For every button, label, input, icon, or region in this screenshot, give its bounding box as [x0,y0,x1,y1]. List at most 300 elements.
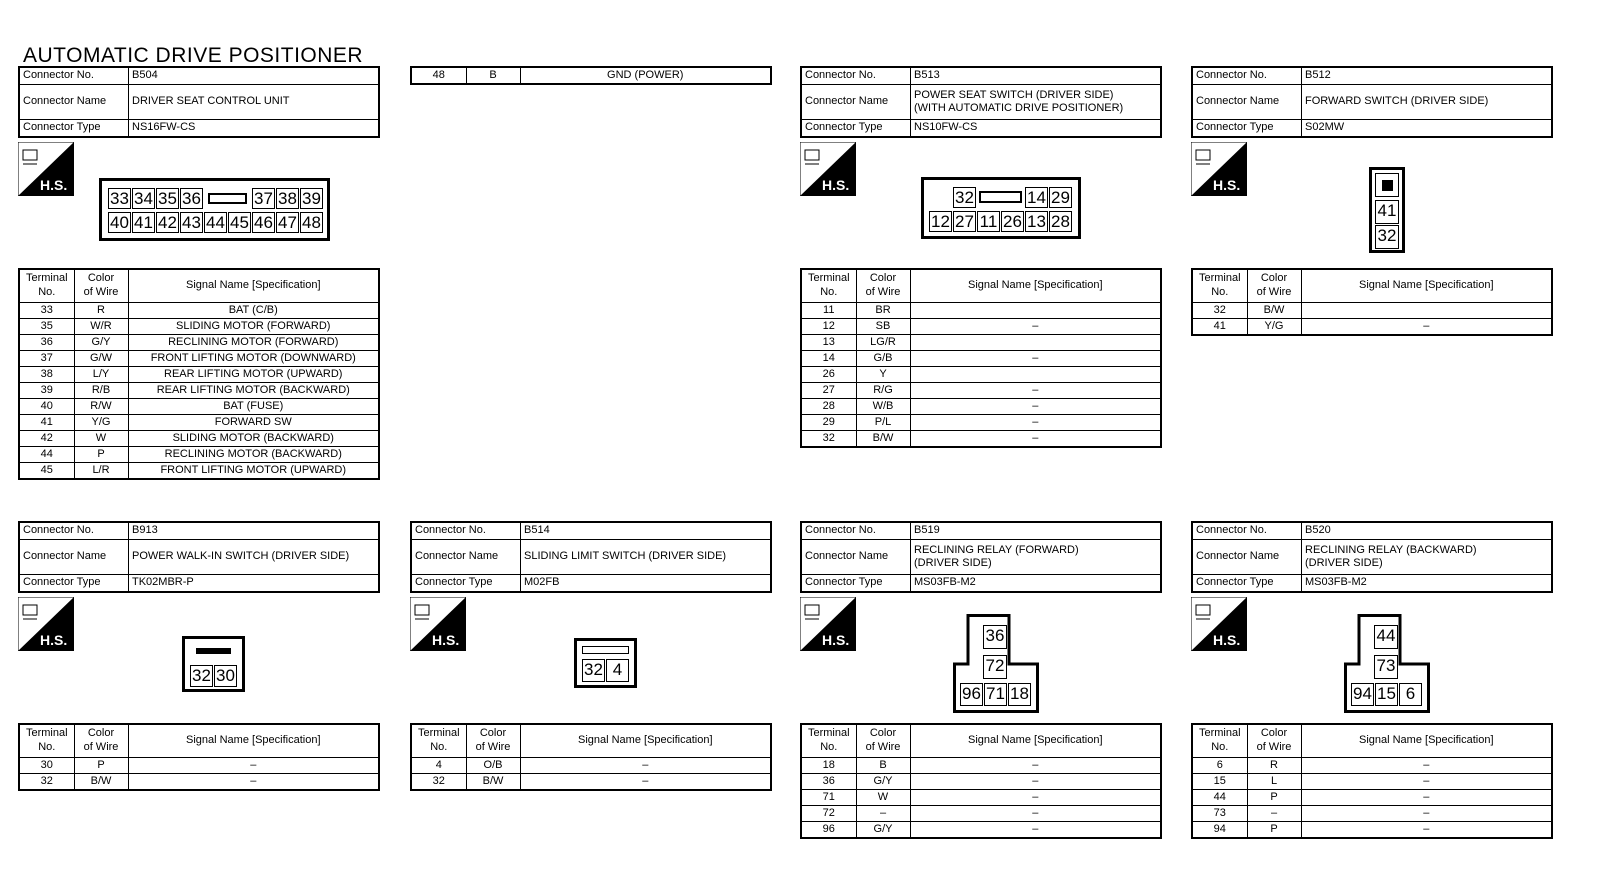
connector-b504-diagram [99,178,330,241]
table-cell-terminal: 4 [411,758,466,774]
col-color-label: Color [869,727,897,740]
table-row [1192,822,1552,839]
table-cell-color: L/R [74,463,128,480]
connector-b514-diagram [574,638,637,688]
table-cell-terminal: 12 [801,319,856,335]
connector-pin: 18 [1008,683,1031,706]
table-cell-terminal: 14 [801,351,856,367]
connector-latch [977,187,1024,208]
connector-name-value: SLIDING LIMIT SWITCH (DRIVER SIDE) [521,540,772,575]
connector-pin: 14 [1025,187,1048,208]
table-cell-color: G/Y [74,335,128,351]
connector-b913-header [18,521,380,593]
table-cell-signal [910,303,1161,319]
svg-text:H.S.: H.S. [822,632,850,648]
table-row [19,367,379,383]
col-terminal-label: Terminal [1198,272,1241,285]
col-color-label-2: of Wire [475,741,511,753]
table-cell-color: P [74,758,128,774]
table-row [411,774,771,791]
hs-icon [800,142,854,196]
col-color-label: Color [87,727,115,740]
label-connector-name: Connector Name [411,540,521,575]
hs-icon [1191,597,1245,651]
label-connector-name: Connector Name [801,85,911,120]
table-cell-signal [910,367,1161,383]
table-cell-terminal: 41 [19,415,74,431]
table-row [19,431,379,447]
label-connector-name: Connector Name [1192,540,1302,575]
label-connector-type: Connector Type [1192,575,1302,593]
table-cell-color: P [1247,790,1301,806]
col-color-label: Color [479,727,507,740]
connector-latch [196,648,231,654]
connector-b514-table [410,723,772,791]
table-cell-color: W [74,431,128,447]
col-color-label-2: of Wire [865,286,901,298]
table-cell-terminal: 40 [19,399,74,415]
table-cell-color: L [1247,774,1301,790]
connector-type-value: NS16FW-CS [129,120,380,138]
table-row [801,383,1161,399]
table-row [801,351,1161,367]
table-cell-terminal: 72 [801,806,856,822]
connector-pin: 4 [606,659,629,682]
table-cell-color: P [74,447,128,463]
table-cell-color: G/B [856,351,910,367]
connector-type-value: TK02MBR-P [129,575,380,593]
connector-pin: 36 [983,625,1007,649]
connector-pin: 32 [582,659,605,682]
connector-pin: 36 [180,188,203,209]
connector-pin: 26 [1001,211,1024,232]
col-signal-label: Signal Name [Specification] [910,724,1161,758]
connector-name-value: RECLINING RELAY (FORWARD) [914,543,1079,556]
table-cell-color: BR [856,303,910,319]
label-connector-type: Connector Type [801,575,911,593]
table-row [19,447,379,463]
connector-pin: 12 [929,211,952,232]
table-cell-color: – [856,806,910,822]
connector-pin: 39 [300,188,323,209]
col-terminal-label: Terminal [807,272,850,285]
table-cell-terminal: 36 [801,774,856,790]
label-connector-type: Connector Type [19,120,129,138]
connector-pin: 29 [1049,187,1072,208]
col-terminal-label: Terminal [417,727,460,740]
hs-icon [800,597,854,651]
table-row [19,463,379,480]
connector-pin: 30 [214,665,237,687]
table-cell-signal: FRONT LIFTING MOTOR (DOWNWARD) [128,351,379,367]
table-cell-terminal: 39 [19,383,74,399]
table-row [1192,806,1552,822]
connector-pin: 32 [1375,225,1399,249]
label-connector-name: Connector Name [19,540,129,575]
table-cell-terminal: 44 [19,447,74,463]
connector-type-value: NS10FW-CS [911,120,1162,138]
connector-b512-table [1191,268,1553,336]
hs-icon [18,142,72,196]
connector-b513-header [800,66,1162,138]
col-color-label: Color [1260,272,1288,285]
connector-pin: 48 [300,212,323,233]
col-color-label-2: of Wire [1256,741,1292,753]
table-cell-signal: – [910,383,1161,399]
table-row [19,758,379,774]
svg-text:H.S.: H.S. [40,632,68,648]
connector-no-value: B514 [521,522,772,540]
connector-pin: 6 [1399,683,1422,706]
label-connector-no: Connector No. [19,522,129,540]
connector-b520-diagram [1344,614,1430,713]
table-row [19,774,379,791]
table-cell-color: SB [856,319,910,335]
label-connector-no: Connector No. [1192,522,1302,540]
table-cell-terminal: 48 [411,67,466,84]
col-terminal-label-2: No. [38,286,56,298]
table-cell-terminal: 45 [19,463,74,480]
table-cell-terminal: 33 [19,303,74,319]
table-cell-terminal: 32 [1192,303,1247,319]
table-cell-terminal: 32 [411,774,466,791]
table-cell-terminal: 15 [1192,774,1247,790]
table-row [19,303,379,319]
connector-b913-diagram [182,636,245,692]
page-title: AUTOMATIC DRIVE POSITIONER [23,44,364,67]
connector-b913-table [18,723,380,791]
table-cell-color: R [74,303,128,319]
connector-name-value: RECLINING RELAY (BACKWARD) [1305,543,1477,556]
connector-no-value: B520 [1302,522,1553,540]
table-cell-color: B [856,758,910,774]
connector-pin: 44 [1374,625,1398,649]
table-cell-terminal: 94 [1192,822,1247,839]
connector-no-value: B519 [911,522,1162,540]
col-terminal-label-2: No. [820,741,838,753]
table-cell-color: R/W [74,399,128,415]
table-cell-signal: SLIDING MOTOR (FORWARD) [128,319,379,335]
table-cell-terminal: 18 [801,758,856,774]
table-cell-signal: – [910,758,1161,774]
col-signal-label: Signal Name [Specification] [128,269,379,303]
connector-b504-table [18,268,380,480]
connector-pin: 46 [252,212,275,233]
table-cell-signal: – [128,774,379,791]
table-row [801,319,1161,335]
table-cell-signal: – [910,806,1161,822]
hs-icon [410,597,464,651]
label-connector-type: Connector Type [19,575,129,593]
col-signal-label: Signal Name [Specification] [1301,269,1552,303]
connector-b519-diagram [953,614,1039,713]
connector-latch [204,188,251,209]
table-cell-terminal: 11 [801,303,856,319]
table-cell-terminal: 27 [801,383,856,399]
table-cell-color: R/B [74,383,128,399]
col-signal-label: Signal Name [Specification] [520,724,771,758]
table-cell-signal: – [1301,806,1552,822]
table-row [1192,303,1552,319]
connector-no-value: B513 [911,67,1162,85]
label-connector-no: Connector No. [19,67,129,85]
label-connector-no: Connector No. [801,67,911,85]
table-row [1192,758,1552,774]
connector-name-value: DRIVER SEAT CONTROL UNIT [129,85,380,120]
table-cell-signal: – [910,351,1161,367]
table-cell-signal: – [520,774,771,791]
table-cell-terminal: 26 [801,367,856,383]
connector-pin: 35 [156,188,179,209]
col-terminal-label: Terminal [807,727,850,740]
svg-text:H.S.: H.S. [1213,177,1241,193]
connector-pin: 32 [190,665,213,687]
table-cell-terminal: 32 [801,431,856,448]
connector-name-value-2: (WITH AUTOMATIC DRIVE POSITIONER) [914,102,1124,114]
table-row [801,822,1161,839]
table-cell-signal: BAT (FUSE) [128,399,379,415]
connector-type-value: MS03FB-M2 [911,575,1162,593]
connector-b513-diagram [921,177,1081,239]
col-signal-label: Signal Name [Specification] [1301,724,1552,758]
table-cell-terminal: 96 [801,822,856,839]
table-cell-color: G/W [74,351,128,367]
connector-pin: 73 [1374,655,1398,679]
table-cell-color: L/Y [74,367,128,383]
table-cell-color: O/B [466,758,520,774]
svg-text:H.S.: H.S. [432,632,460,648]
table-cell-color: W/B [856,399,910,415]
col-color-label-2: of Wire [83,286,119,298]
table-cell-signal: – [910,399,1161,415]
col-terminal-label: Terminal [25,727,68,740]
connector-empty-slot [929,187,952,208]
label-connector-type: Connector Type [411,575,521,593]
col-color-label-2: of Wire [865,741,901,753]
table-row [19,335,379,351]
table-row [801,806,1161,822]
table-cell-terminal: 41 [1192,319,1247,336]
table-row [1192,774,1552,790]
table-cell-signal: FORWARD SW [128,415,379,431]
col-terminal-label: Terminal [1198,727,1241,740]
table-cell-signal: RECLINING MOTOR (BACKWARD) [128,447,379,463]
connector-no-value: B504 [129,67,380,85]
table-row [801,415,1161,431]
label-connector-no: Connector No. [801,522,911,540]
table-cell-color: LG/R [856,335,910,351]
hs-icon [18,597,72,651]
table-row [19,319,379,335]
connector-type-value: S02MW [1302,120,1553,138]
table-cell-color: Y [856,367,910,383]
table-cell-terminal: 30 [19,758,74,774]
connector-pin: 96 [960,683,983,706]
connector-pin: 38 [276,188,299,209]
col-signal-label: Signal Name [Specification] [910,269,1161,303]
table-cell-terminal: 37 [19,351,74,367]
connector-type-value: M02FB [521,575,772,593]
table-row [801,790,1161,806]
table-cell-signal: – [1301,790,1552,806]
table-cell-color: W/R [74,319,128,335]
connector-latch [1375,173,1399,197]
label-connector-type: Connector Type [801,120,911,138]
connector-pin: 40 [108,212,131,233]
label-connector-name: Connector Name [801,540,911,575]
table-cell-color: Y/G [1247,319,1301,336]
table-row [19,399,379,415]
connector-b504-header [18,66,380,138]
table-cell-signal: – [128,758,379,774]
col-color-label: Color [1260,727,1288,740]
table-cell-terminal: 32 [19,774,74,791]
table-cell-color: B/W [1247,303,1301,319]
table-row [801,367,1161,383]
col-signal-label: Signal Name [Specification] [128,724,379,758]
table-cell-color: W [856,790,910,806]
connector-latch [582,646,629,654]
col-terminal-label-2: No. [1211,741,1229,753]
table-cell-terminal: 36 [19,335,74,351]
table-row [801,335,1161,351]
connector-b519-table [800,723,1162,839]
table-cell-terminal: 13 [801,335,856,351]
table-cell-signal: FRONT LIFTING MOTOR (UPWARD) [128,463,379,480]
table-cell-color: P/L [856,415,910,431]
table-cell-color: – [1247,806,1301,822]
table-cell-color: B/W [856,431,910,448]
connector-b514-header [410,521,772,593]
table-cell-signal: GND (POWER) [520,67,771,84]
table-cell-color: Y/G [74,415,128,431]
connector-name-value-2: (DRIVER SIDE) [1305,557,1383,569]
table-cell-signal: REAR LIFTING MOTOR (BACKWARD) [128,383,379,399]
connector-name-value: FORWARD SWITCH (DRIVER SIDE) [1302,85,1553,120]
table-cell-color: R/G [856,383,910,399]
connector-b519-header [800,521,1162,593]
table-row [19,383,379,399]
label-connector-no: Connector No. [1192,67,1302,85]
connector-pin: 11 [977,211,1000,232]
connector-no-value: B512 [1302,67,1553,85]
table-row [801,758,1161,774]
label-connector-type: Connector Type [1192,120,1302,138]
table-row [19,351,379,367]
table-cell-color: R [1247,758,1301,774]
table-row [801,399,1161,415]
connector-pin: 94 [1351,683,1374,706]
svg-text:H.S.: H.S. [40,177,68,193]
table-cell-signal: BAT (C/B) [128,303,379,319]
connector-pin: 41 [132,212,155,233]
connector-b513-table [800,268,1162,448]
connector-pin: 71 [984,683,1007,706]
svg-text:H.S.: H.S. [1213,632,1241,648]
connector-pin: 37 [252,188,275,209]
connector-b504-continued [410,66,772,85]
table-cell-terminal: 6 [1192,758,1247,774]
table-row [19,415,379,431]
table-cell-signal: – [910,774,1161,790]
table-cell-terminal: 71 [801,790,856,806]
table-row [1192,790,1552,806]
connector-pin: 34 [132,188,155,209]
label-connector-name: Connector Name [19,85,129,120]
table-cell-color: P [1247,822,1301,839]
connector-no-value: B913 [129,522,380,540]
connector-b520-table [1191,723,1553,839]
table-cell-signal [910,335,1161,351]
col-color-label: Color [869,272,897,285]
connector-pin: 43 [180,212,203,233]
table-cell-color: G/Y [856,774,910,790]
label-connector-no: Connector No. [411,522,521,540]
connector-pin: 44 [204,212,227,233]
table-cell-signal: – [1301,822,1552,839]
col-terminal-label-2: No. [820,286,838,298]
table-cell-color: B/W [74,774,128,791]
table-row [1192,319,1552,336]
table-cell-terminal: 73 [1192,806,1247,822]
connector-b512-header [1191,66,1553,138]
connector-pin: 42 [156,212,179,233]
table-row [801,431,1161,448]
connector-pin: 45 [228,212,251,233]
table-cell-terminal: 42 [19,431,74,447]
connector-b512-diagram [1369,167,1405,253]
hs-icon [1191,142,1245,196]
col-terminal-label-2: No. [38,741,56,753]
table-cell-signal: – [1301,758,1552,774]
connector-pin: 32 [953,187,976,208]
svg-text:H.S.: H.S. [822,177,850,193]
connector-pin: 27 [953,211,976,232]
table-cell-signal: RECLINING MOTOR (FORWARD) [128,335,379,351]
table-cell-terminal: 35 [19,319,74,335]
connector-name-value: POWER SEAT SWITCH (DRIVER SIDE) [914,88,1114,101]
col-terminal-label-2: No. [1211,286,1229,298]
table-cell-color: G/Y [856,822,910,839]
table-row [411,758,771,774]
table-cell-signal: – [910,415,1161,431]
table-row [801,303,1161,319]
table-cell-signal: – [910,319,1161,335]
col-terminal-label-2: No. [430,741,448,753]
table-cell-signal: REAR LIFTING MOTOR (UPWARD) [128,367,379,383]
connector-pin: 33 [108,188,131,209]
connector-pin: 13 [1025,211,1048,232]
table-cell-signal: – [910,790,1161,806]
table-cell-terminal: 44 [1192,790,1247,806]
connector-pin: 72 [983,655,1007,679]
connector-pin: 15 [1375,683,1398,706]
table-cell-signal: – [1301,774,1552,790]
table-row [801,774,1161,790]
table-cell-color: B [466,67,520,84]
table-cell-signal [1301,303,1552,319]
connector-type-value: MS03FB-M2 [1302,575,1553,593]
label-connector-name: Connector Name [1192,85,1302,120]
table-cell-signal: – [1301,319,1552,336]
table-cell-signal: – [910,431,1161,448]
connector-name-value-2: (DRIVER SIDE) [914,557,992,569]
col-terminal-label: Terminal [25,272,68,285]
connector-pin: 28 [1049,211,1072,232]
col-color-label-2: of Wire [83,741,119,753]
connector-pin: 41 [1375,200,1399,224]
table-cell-color: B/W [466,774,520,791]
